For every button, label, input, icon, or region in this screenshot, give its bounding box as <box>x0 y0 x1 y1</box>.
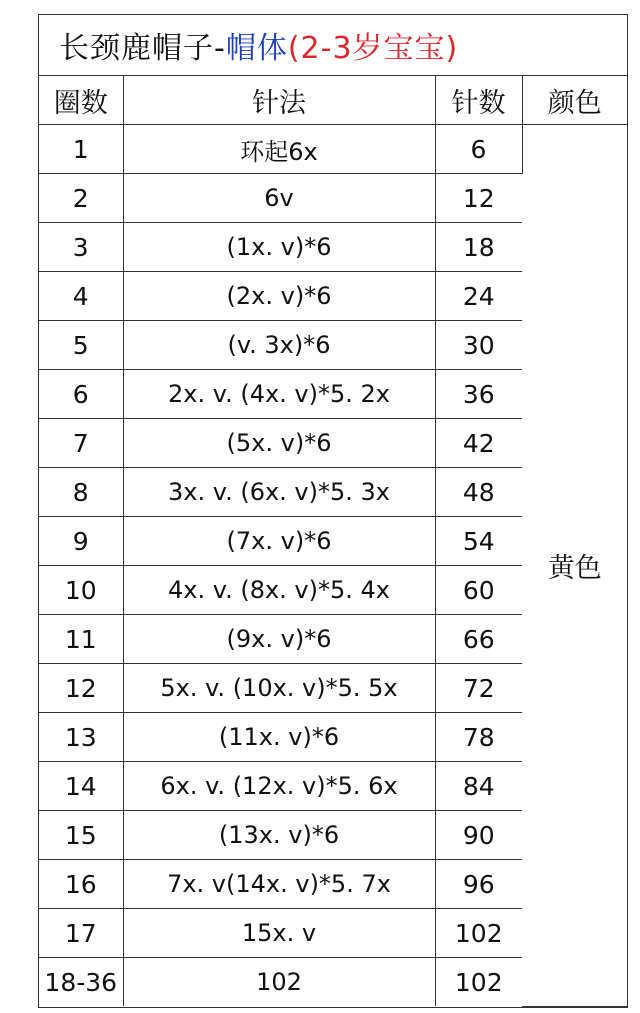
round-cell: 6 <box>39 370 123 419</box>
count-cell: 96 <box>435 860 522 909</box>
count-cell: 102 <box>454 967 503 997</box>
stitch-cell: 环起6x <box>123 125 435 174</box>
stitch-cell: 2x. v. (4x. v)*5. 2x <box>123 370 435 419</box>
count-cell: 78 <box>435 713 522 762</box>
stitch-cell: 4x. v. (8x. v)*5. 4x <box>123 566 435 615</box>
count-cell: 36 <box>435 370 522 419</box>
count-cell: 42 <box>435 419 522 468</box>
stitch-cell: (9x. v)*6 <box>123 615 435 664</box>
stitch-cell: 6x. v. (12x. v)*5. 6x <box>123 762 435 811</box>
count-cell: 30 <box>435 321 522 370</box>
pattern-table <box>39 76 627 1007</box>
round-cell: 11 <box>39 615 123 664</box>
stitch-cell: (v. 3x)*6 <box>123 321 435 370</box>
stitch-cell: (1x. v)*6 <box>123 223 435 272</box>
round-cell: 9 <box>39 517 123 566</box>
count-cell: 48 <box>435 468 522 517</box>
count-cell: 6 <box>435 125 522 174</box>
stitch-cell: 3x. v. (6x. v)*5. 3x <box>123 468 435 517</box>
page-title <box>39 15 627 76</box>
table-row <box>39 125 627 174</box>
table-body <box>39 125 627 1007</box>
count-cell: 66 <box>435 615 522 664</box>
header-color: 颜色 <box>522 76 627 125</box>
stitch-cell: (2x. v)*6 <box>123 272 435 321</box>
round-cell: 16 <box>39 860 123 909</box>
color-cell: 黄色 <box>522 125 627 1007</box>
round-cell: 13 <box>39 713 123 762</box>
stitch-cell: 7x. v(14x. v)*5. 7x <box>123 860 435 909</box>
round-cell: 17 <box>39 909 123 958</box>
count-cell: 84 <box>435 762 522 811</box>
stitch-cell: 15x. v <box>123 909 435 958</box>
header-stitch: 针法 <box>123 76 435 125</box>
round-cell: 7 <box>39 419 123 468</box>
count-cell: 18 <box>435 223 522 272</box>
stitch-cell: (7x. v)*6 <box>123 517 435 566</box>
count-cell: 60 <box>435 566 522 615</box>
stitch-cell: (11x. v)*6 <box>123 713 435 762</box>
header-round: 圈数 <box>39 76 123 125</box>
pattern-sheet <box>38 14 628 1008</box>
stitch-cell: (13x. v)*6 <box>123 811 435 860</box>
round-cell: 4 <box>39 272 123 321</box>
round-cell: 12 <box>39 664 123 713</box>
count-cell: 54 <box>435 517 522 566</box>
round-cell: 15 <box>39 811 123 860</box>
count-cell: 90 <box>435 811 522 860</box>
header-count: 针数 <box>435 76 522 125</box>
round-cell: 10 <box>39 566 123 615</box>
count-cell: 72 <box>435 664 522 713</box>
round-cell: 2 <box>39 174 123 223</box>
round-cell: 18-36 <box>39 958 123 1007</box>
title-sub: 帽体 <box>225 31 288 66</box>
stitch-cell: 6v <box>123 174 435 223</box>
stitch-cell: (5x. v)*6 <box>123 419 435 468</box>
stitch-cell: 5x. v. (10x. v)*5. 5x <box>123 664 435 713</box>
table-header-row <box>39 76 627 125</box>
count-cell: 102 <box>435 909 522 958</box>
round-cell: 1 <box>39 125 123 174</box>
round-cell: 8 <box>39 468 123 517</box>
round-cell: 14 <box>39 762 123 811</box>
stitch-cell: 102 <box>123 958 435 1007</box>
round-cell: 5 <box>39 321 123 370</box>
title-main: 长颈鹿帽子- <box>59 31 226 66</box>
title-age: (2-3岁宝宝) <box>287 31 459 66</box>
count-cell: 12 <box>435 174 522 223</box>
count-cell: 24 <box>435 272 522 321</box>
round-cell: 3 <box>39 223 123 272</box>
